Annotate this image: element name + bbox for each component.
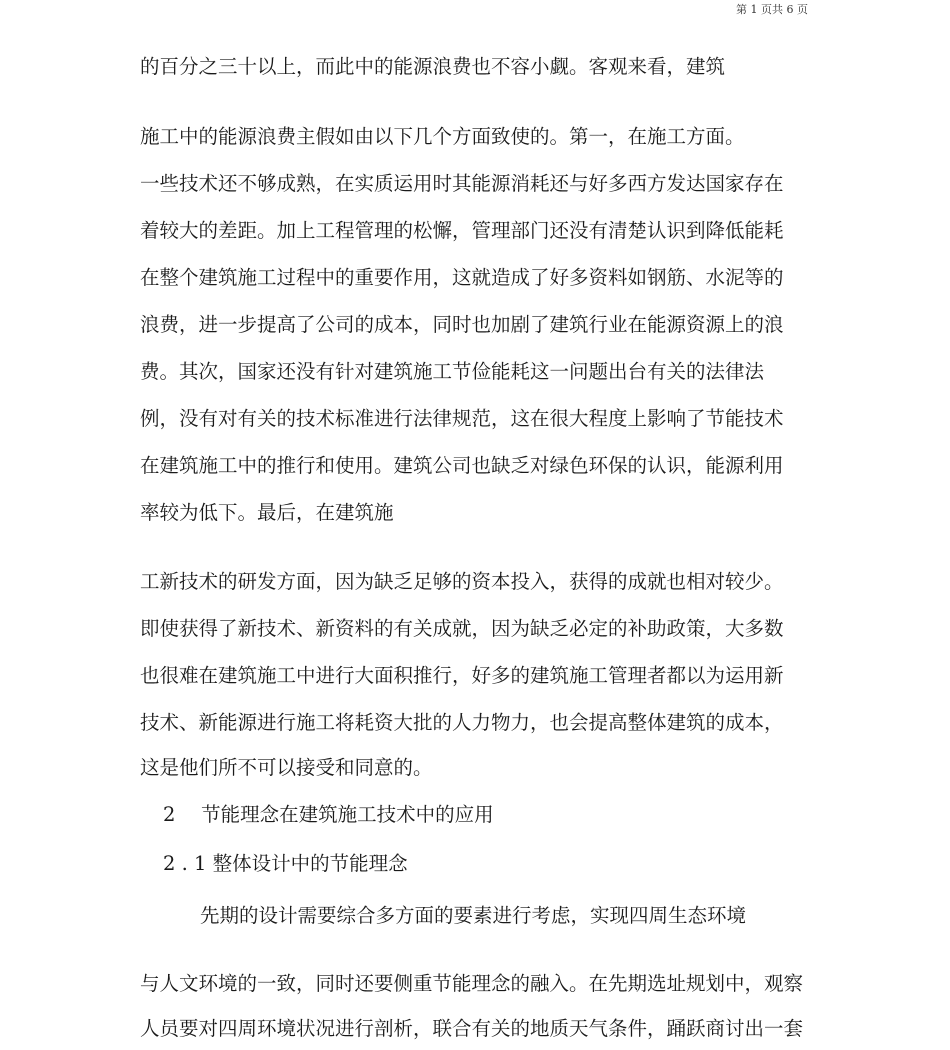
paragraph-line: 先期的设计需要综合多方面的要素进行考虑，实现四周生态环境 [200,904,747,927]
paragraph-line: 与人文环境的一致，同时还要侧重节能理念的融入。在先期选址规划中，观察 [140,972,804,995]
paragraph-line: 在建筑施工中的推行和使用。建筑公司也缺乏对绿色环保的认识，能源利用 [140,454,784,477]
paragraph-line: 人员要对四周环境状况进行剖析，联合有关的地质天气条件，踊跃商讨出一套 [140,1017,804,1040]
section-heading: 2 节能理念在建筑施工技术中的应用 [163,803,494,826]
paragraph-line: 例，没有对有关的技术标准进行法律规范，这在很大程度上影响了节能技术 [140,407,784,430]
page-number-indicator: 第 1 页共 6 页 [736,3,808,16]
paragraph-line: 施工中的能源浪费主假如由以下几个方面致使的。第一，在施工方面。 [140,125,745,148]
paragraph-line: 也很难在建筑施工中进行大面积推行，好多的建筑施工管理者都以为运用新 [140,664,784,687]
subsection-heading: 2 . 1 整体设计中的节能理念 [163,852,408,875]
paragraph-line: 浪费，进一步提高了公司的成本，同时也加剧了建筑行业在能源资源上的浪 [140,313,784,336]
paragraph-line: 一些技术还不够成熟，在实质运用时其能源消耗还与好多西方发达国家存在 [140,172,784,195]
paragraph-line: 工新技术的研发方面，因为缺乏足够的资本投入，获得的成就也相对较少。 [140,570,784,593]
paragraph-line: 费。其次，国家还没有针对建筑施工节俭能耗这一问题出台有关的法律法 [140,360,765,383]
paragraph-line: 在整个建筑施工过程中的重要作用，这就造成了好多资料如钢筋、水泥等的 [140,266,784,289]
paragraph-line: 技术、新能源进行施工将耗资大批的人力物力，也会提高整体建筑的成本， [140,711,784,734]
paragraph-line: 这是他们所不可以接受和同意的。 [140,756,433,779]
paragraph-line: 即使获得了新技术、新资料的有关成就，因为缺乏必定的补助政策，大多数 [140,617,784,640]
paragraph-line: 的百分之三十以上，而此中的能源浪费也不容小觑。客观来看，建筑 [140,55,726,78]
paragraph-line: 着较大的差距。加上工程管理的松懈，管理部门还没有清楚认识到降低能耗 [140,219,784,242]
paragraph-line: 率较为低下。最后，在建筑施 [140,501,394,524]
